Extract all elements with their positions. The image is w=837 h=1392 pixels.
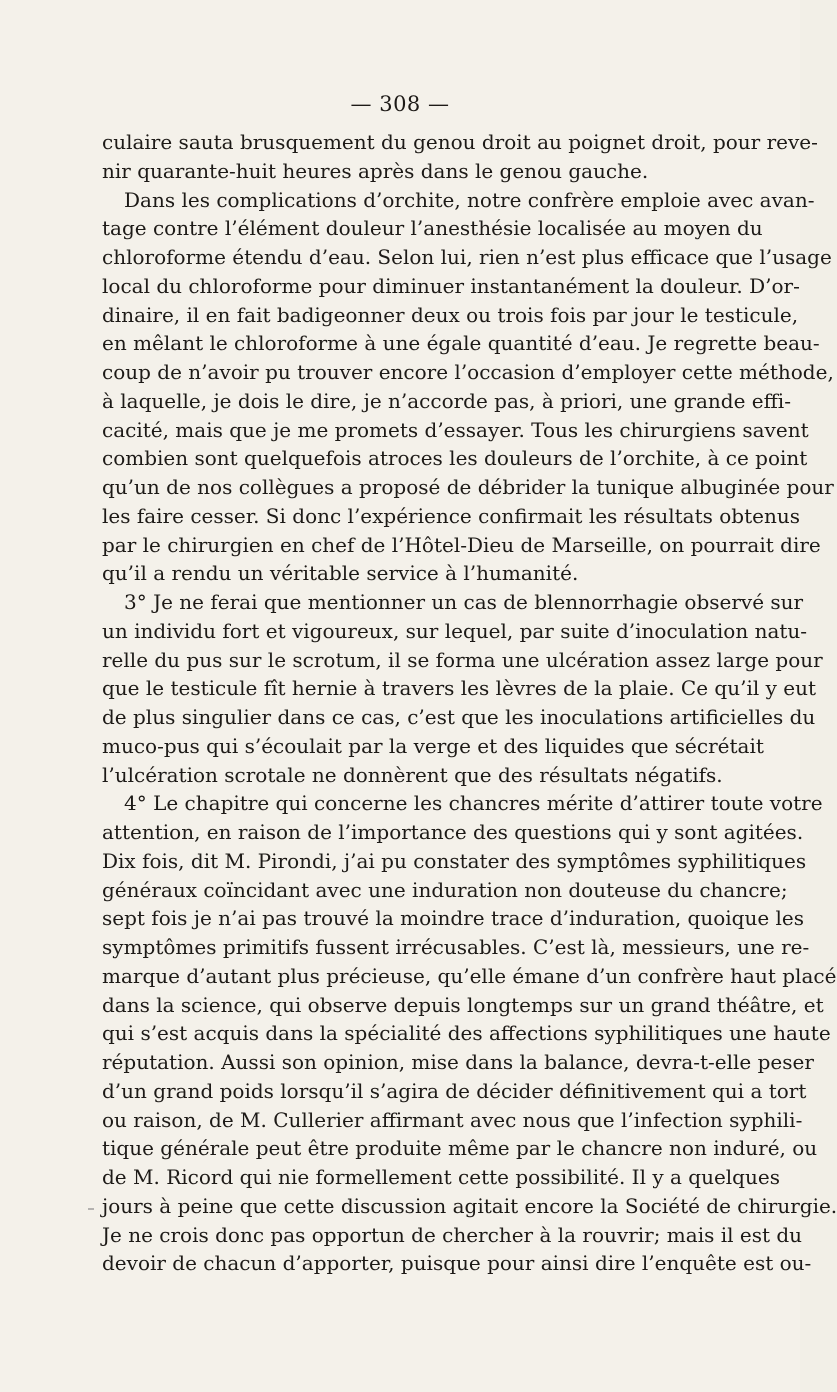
text-line: combien sont quelquefois atroces les douleurs de l’orchite, à ce point — [102, 446, 808, 471]
text-line: culaire sauta brusquement du genou droit au poignet droit, pour reve- — [102, 130, 818, 154]
text-line: Dans les complications d’orchite, notre confrère emploie avec avan- — [124, 187, 815, 212]
text-line: relle du pus sur le scrotum, il se forma une ulcération assez large pour — [102, 647, 823, 672]
page-number: — 308 — — [350, 92, 450, 116]
text-line: par le chirurgien en chef de l’Hôtel-Dieu de Marseille, on pourrait dire — [102, 532, 821, 557]
text-line: sept fois je n’ai pas trouvé la moindre trace d’induration, quoique les — [102, 906, 805, 931]
text-line: devoir de chacun d’apporter, puisque pour ainsi dire l’enquête est ou- — [102, 1251, 812, 1276]
text-line: de plus singulier dans ce cas, c’est que les inoculations artificielles du — [102, 705, 816, 729]
text-line: généraux coïncidant avec une induration non douteuse du chancre; — [102, 877, 788, 902]
text-line: qui s’est acquis dans la spécialité des affections syphilitiques une haute — [102, 1021, 831, 1046]
text-line: 4° Le chapitre qui concerne les chancres mérite d’attirer toute votre — [124, 791, 823, 816]
text-line: Dix fois, dit M. Pirondi, j’ai pu constater des symptômes syphilitiques — [102, 848, 807, 873]
text-line: qu’il a rendu un véritable service à l’humanité. — [102, 561, 579, 586]
text-line: en mêlant le chloroforme à une égale quantité d’eau. Je regrette beau- — [102, 331, 820, 356]
text-line: réputation. Aussi son opinion, mise dans la balance, devra-t-elle peser — [102, 1050, 814, 1074]
text-line: Je ne crois donc pas opportun de chercher à la rouvrir; mais il est du — [102, 1222, 803, 1247]
text-line: tage contre l’élément douleur l’anesthésie localisée au moyen du — [102, 216, 763, 241]
body-text — [102, 128, 837, 1278]
text-line: cacité, mais que je me promets d’essayer. Tous les chirurgiens savent — [102, 417, 809, 442]
text-line: jours à peine que cette discussion agitait encore la Société de chirurgie. — [102, 1193, 837, 1218]
text-line: les faire cesser. Si donc l’expérience confirmait les résultats obtenus — [102, 503, 800, 528]
text-line: tique générale peut être produite même par le chancre non induré, ou — [102, 1136, 818, 1161]
text-line: local du chloroforme pour diminuer instantanément la douleur. D’or- — [102, 273, 800, 298]
text-line: 3° Je ne ferai que mentionner un cas de blennorrhagie observé sur — [124, 590, 804, 614]
text-line: que le testicule fît hernie à travers les lèvres de la plaie. Ce qu’il y eut — [102, 676, 817, 701]
text-line: symptômes primitifs fussent irrécusables. C’est là, messieurs, une re- — [102, 935, 810, 959]
text-line: l’ulcération scrotale ne donnèrent que des résultats négatifs. — [102, 762, 723, 787]
text-line: attention, en raison de l’importance des questions qui y sont agitées. — [102, 820, 804, 844]
text-line: coup de n’avoir pu trouver encore l’occasion d’employer cette méthode, — [102, 360, 834, 384]
text-line: chloroforme étendu d’eau. Selon lui, rien n’est plus efficace que l’usage — [102, 245, 832, 269]
text-line: nir quarante-huit heures après dans le genou gauche. — [102, 158, 649, 183]
text-line: un individu fort et vigoureux, sur lequel, par suite d’inoculation natu- — [102, 618, 808, 643]
text-line: ou raison, de M. Cullerier affirmant avec nous que l’infection syphili- — [102, 1107, 803, 1132]
text-line: muco-pus qui s’écoulait par la verge et des liquides que sécrétait — [102, 733, 764, 758]
text-line: dans la science, qui observe depuis longtemps sur un grand théâtre, et — [102, 992, 824, 1017]
text-line: qu’un de nos collègues a proposé de débrider la tunique albuginée pour — [102, 475, 834, 499]
text-line: dinaire, il en fait badigeonner deux ou trois fois par jour le testicule, — [102, 302, 799, 327]
text-line: marque d’autant plus précieuse, qu’elle émane d’un confrère haut placé — [102, 963, 837, 988]
text-line: à laquelle, je dois le dire, je n’accorde pas, à priori, une grande effi- — [102, 388, 791, 413]
margin-speck — [88, 1208, 94, 1210]
text-line: d’un grand poids lorsqu’il s’agira de décider définitivement qui a tort — [102, 1078, 807, 1103]
text-line: de M. Ricord qui nie formellement cette possibilité. Il y a quelques — [102, 1165, 780, 1189]
